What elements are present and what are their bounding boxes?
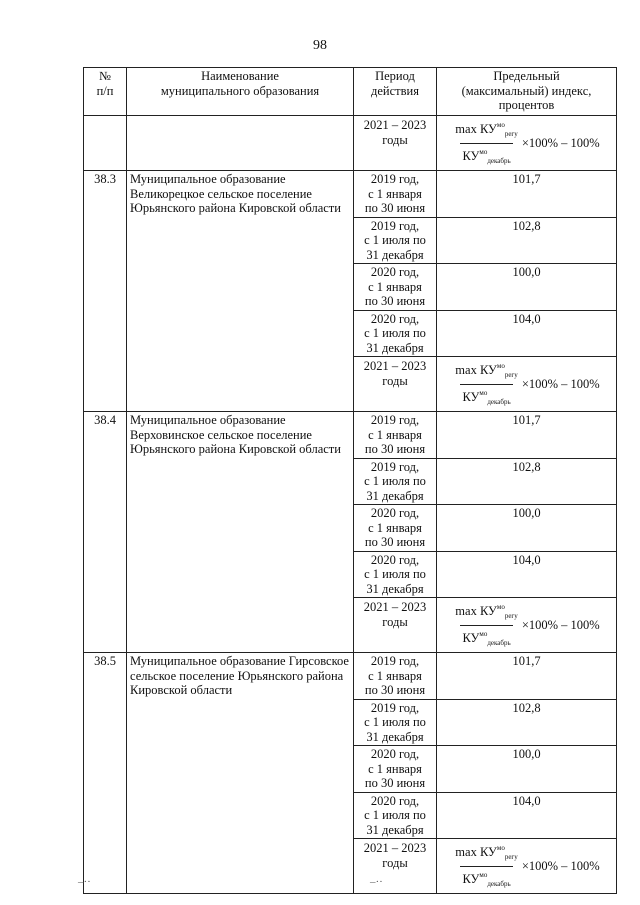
formula-denominator-text: КУ [462,871,480,886]
index-formula [438,600,615,650]
continuation-num-cell [84,116,127,171]
index-value-cell [437,746,617,793]
table-row [84,171,617,218]
formula-num-sub: регу [504,612,518,620]
section-formula-cell [437,357,617,412]
formula-num-sup: мо [496,844,505,852]
index-value: 102,8 [512,700,541,715]
index-value-cell [437,264,617,311]
section-name-cell [127,171,354,412]
period-text: 2019 год, с 1 января по 30 июня [364,172,426,215]
formula-tail: ×100% – 100% [521,858,600,873]
period-cell [354,458,437,505]
index-value-cell [437,310,617,357]
formula-den-sup: мо [479,629,488,638]
period-cell [354,412,437,459]
formula-den-sub: декабрь [487,638,511,647]
index-value-cell [437,792,617,839]
formula-fraction [453,841,520,891]
index-value: 104,0 [512,552,541,567]
formula-tail: ×100% – 100% [521,376,600,391]
formula-numerator [453,600,520,625]
formula-tail: ×100% – 100% [521,617,600,632]
formula-den-sub: декабрь [487,879,511,888]
formula-den-sup: мо [479,147,488,156]
period-cell [354,264,437,311]
formula-num-sub: регу [504,853,518,861]
table-header-row [84,68,617,116]
formula-num-sub: регу [504,371,518,379]
period-text: 2019 год, с 1 июля по 31 декабря [364,700,426,744]
period-cell [354,746,437,793]
period-text: 2020 год, с 1 января по 30 июня [364,747,426,790]
period-cell [354,598,437,653]
period-cell [354,551,437,598]
period-cell [354,653,437,700]
index-value: 102,8 [512,218,541,233]
formula-numerator-text: max КУ [455,122,497,136]
formula-tail: ×100% – 100% [521,135,600,150]
index-value: 101,7 [512,413,541,427]
formula-den-sup: мо [479,388,488,397]
index-value-cell [437,699,617,746]
index-value-cell [437,505,617,552]
header-name-text: Наименование муниципального образования [160,69,320,98]
index-value: 100,0 [512,506,541,520]
period-text: 2020 год, с 1 января по 30 июня [364,506,426,549]
index-value-cell [437,217,617,264]
section-num-cell [84,412,127,653]
index-formula [438,118,615,168]
period-text: 2020 год, с 1 июля по 31 декабря [364,311,426,355]
formula-denominator-text: КУ [462,148,480,163]
formula-den-sub: декабрь [487,156,511,165]
header-period-text: Период действия [371,69,419,98]
index-value: 102,8 [512,459,541,474]
section-number: 38.5 [94,654,116,668]
header-num-text: № п/п [96,69,114,98]
formula-den-sub: декабрь [487,397,511,406]
header-num [84,68,127,116]
period-text: 2020 год, с 1 июля по 31 декабря [364,793,426,837]
scan-mark-left: –·· [78,876,91,888]
index-value: 101,7 [512,172,541,186]
index-value: 104,0 [512,311,541,326]
period-text: 2019 год, с 1 января по 30 июня [364,654,426,697]
formula-fraction [453,118,520,168]
formula-num-sup: мо [496,362,505,370]
continuation-name-cell [127,116,354,171]
period-text: 2019 год, с 1 января по 30 июня [364,413,426,456]
index-value-cell [437,551,617,598]
index-value-cell [437,653,617,700]
period-cell [354,357,437,412]
period-cell [354,171,437,218]
municipality-name: Муниципальное образование Верховинское сельское поселение Юрьянского района Кировской области [130,413,341,456]
formula-numerator [453,118,520,143]
formula-numerator-text: max КУ [455,604,497,618]
section-name-cell [127,412,354,653]
formula-numerator [453,841,520,866]
index-value-cell [437,412,617,459]
table-row [84,653,617,700]
period-text: 2021 – 2023 годы [363,600,427,629]
index-value: 100,0 [512,265,541,279]
period-cell [354,505,437,552]
period-text: 2020 год, с 1 января по 30 июня [364,265,426,308]
formula-fraction [453,359,520,409]
index-formula [438,359,615,409]
period-cell [354,792,437,839]
formula-num-sup: мо [496,121,505,129]
period-text: 2021 – 2023 годы [363,841,427,870]
formula-numerator [453,359,520,384]
period-cell [354,217,437,264]
table-body [84,116,617,894]
period-cell [354,310,437,357]
continuation-row [84,116,617,171]
formula-numerator-text: max КУ [455,845,497,859]
header-period [354,68,437,116]
formula-denominator [460,143,512,169]
section-formula-cell [437,839,617,894]
formula-num-sup: мо [496,603,505,611]
formula-denominator [460,625,512,651]
index-value: 100,0 [512,747,541,761]
index-value-cell [437,458,617,505]
section-formula-cell [437,598,617,653]
header-index-text: Предельный (максимальный) индекс, процентов [461,69,592,112]
formula-denominator [460,384,512,410]
period-cell [354,839,437,894]
period-text: 2019 год, с 1 июля по 31 декабря [364,218,426,262]
continuation-period-cell [354,116,437,171]
formula-num-sub: регу [504,130,518,138]
period-text: 2021 – 2023 годы [363,359,427,388]
index-value-cell [437,171,617,218]
section-num-cell [84,653,127,894]
period-text: 2019 год, с 1 июля по 31 декабря [364,459,426,503]
formula-denominator-text: КУ [462,389,480,404]
table-row [84,412,617,459]
section-num-cell [84,171,127,412]
municipality-name: Муниципальное образование Гирсовское сельское поселение Юрьянского района Кировской области [130,654,349,697]
page-number: 98 [313,38,327,53]
formula-fraction [453,600,520,650]
period-text: 2020 год, с 1 июля по 31 декабря [364,552,426,596]
formula-den-sup: мо [479,870,488,879]
formula-numerator-text: max КУ [455,363,497,377]
municipality-name: Муниципальное образование Великорецкое сельское поселение Юрьянского района Кировской области [130,172,341,215]
scan-mark-center: –·· [370,876,383,888]
continuation-formula-cell [437,116,617,171]
index-table [83,67,617,894]
section-name-cell [127,653,354,894]
period-cell [354,699,437,746]
continuation-period: 2021 – 2023 годы [363,118,427,147]
formula-denominator-text: КУ [462,630,480,645]
index-formula [438,841,615,891]
header-name [127,68,354,116]
index-value: 101,7 [512,654,541,668]
index-value: 104,0 [512,793,541,808]
section-number: 38.3 [94,172,116,186]
formula-denominator [460,866,512,892]
section-number: 38.4 [94,413,116,427]
header-index [437,68,617,116]
